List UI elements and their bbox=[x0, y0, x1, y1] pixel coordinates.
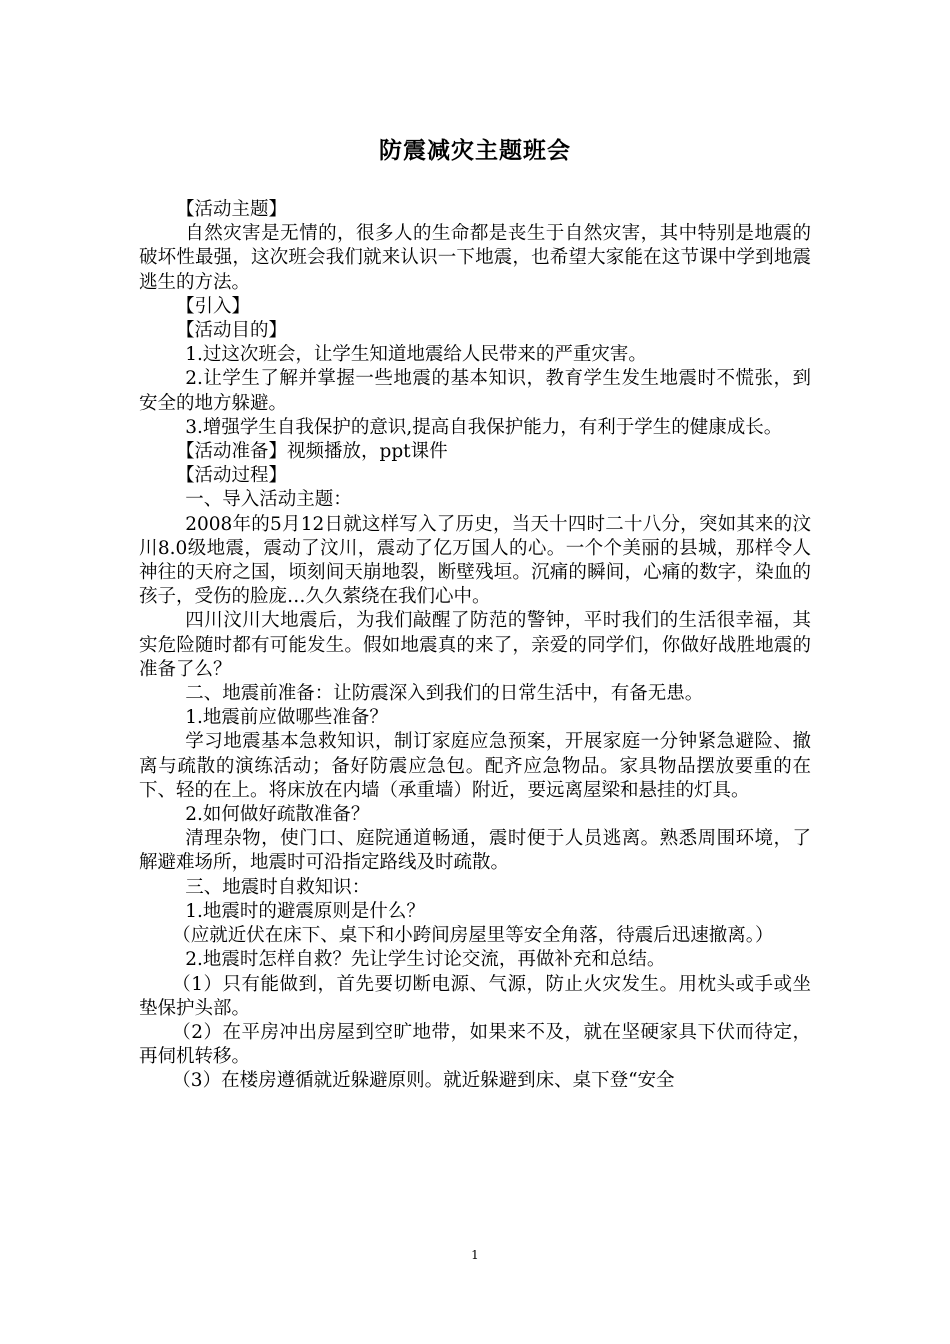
paragraph: 四川汶川大地震后，为我们敲醒了防范的警钟，平时我们的生活很幸福，其实危险随时都有可能发生。假如地震真的来了，亲爱的同学们，你做好战胜地震的准备了么？ bbox=[139, 610, 811, 680]
paragraph: 一、导入活动主题： bbox=[185, 489, 352, 511]
document-body bbox=[139, 198, 811, 1094]
paragraph: （1）只有能做到，首先要切断电源、气源，防止火灾发生。用枕头或手或坐垫保护头部。 bbox=[139, 973, 811, 1019]
paragraph: 【活动准备】视频播放，ppt课件 bbox=[176, 441, 448, 463]
paragraph: （2）在平房冲出房屋到空旷地带，如果来不及，就在坚硬家具下伏而待定，再伺机转移。 bbox=[139, 1021, 811, 1068]
paragraph: 自然灾害是无情的，很多人的生命都是丧生于自然灾害，其中特别是地震的破坏性最强，这次班会我们就来认识一下地震，也希望大家能在这节课中学到地震逃生的方法。 bbox=[139, 223, 811, 293]
paragraph: 二、地震前准备：让防震深入到我们的日常生活中，有备无患。 bbox=[185, 683, 704, 705]
paragraph: （应就近伏在床下、桌下和小跨间房屋里等安全角落，待震后迅速撤离。） bbox=[172, 925, 774, 947]
paragraph: 清理杂物，使门口、庭院通道畅通，震时便于人员逃离。熟悉周围环境，了解避难场所，地震时可沿指定路线及时疏散。 bbox=[139, 828, 811, 874]
page-number: 1 bbox=[471, 1248, 479, 1262]
paragraph: 3.增强学生自我保护的意识,提高自我保护能力，有利于学生的健康成长。 bbox=[185, 416, 783, 438]
paragraph: 1.地震时的避震原则是什么？ bbox=[185, 900, 425, 922]
paragraph: 学习地震基本急救知识，制订家庭应急预案，开展家庭一分钟紧急避险、撤离与疏散的演练活动；备好防震应急包。配齐应急物品。家具物品摆放要重的在下、轻的在上。将床放在内墙（承重墙）附近，要远离屋梁和悬挂的灯具。 bbox=[139, 731, 811, 801]
paragraph: 【活动主题】 bbox=[176, 199, 288, 220]
paragraph: 【活动过程】 bbox=[176, 465, 288, 487]
paragraph: （3）在楼房遵循就近躲避原则。就近躲避到床、桌下登“安全 bbox=[172, 1070, 675, 1092]
paragraph: 1.地震前应做哪些准备？ bbox=[185, 707, 388, 729]
paragraph: 2.地震时怎样自救？先让学生讨论交流，再做补充和总结。 bbox=[185, 949, 666, 971]
paragraph: 1.过这次班会，让学生知道地震给人民带来的严重灾害。 bbox=[185, 344, 647, 366]
paragraph: 三、地震时自救知识： bbox=[185, 876, 371, 898]
paragraph: 2008年的5月12日就这样写入了历史，当天十四时二十八分，突如其来的汶川8.0级地震，震动了汶川，震动了亿万国人的心。一个个美丽的县城，那样令人神往的天府之国，顷刻间天崩地裂，断壁残垣。沉痛的瞬间，心痛的数字，染血的孩子，受伤的脸庞…久久萦绕在我们心中。 bbox=[139, 513, 811, 608]
paragraph: 2.如何做好疏散准备？ bbox=[185, 804, 370, 826]
paragraph: 【活动目的】 bbox=[176, 320, 288, 342]
paragraph: 2.让学生了解并掌握一些地震的基本知识，教育学生发生地震时不慌张，到安全的地方躲避。 bbox=[139, 368, 811, 414]
page-title: 防震减灾主题班会 bbox=[379, 137, 571, 164]
paragraph: 【引入】 bbox=[176, 295, 251, 317]
